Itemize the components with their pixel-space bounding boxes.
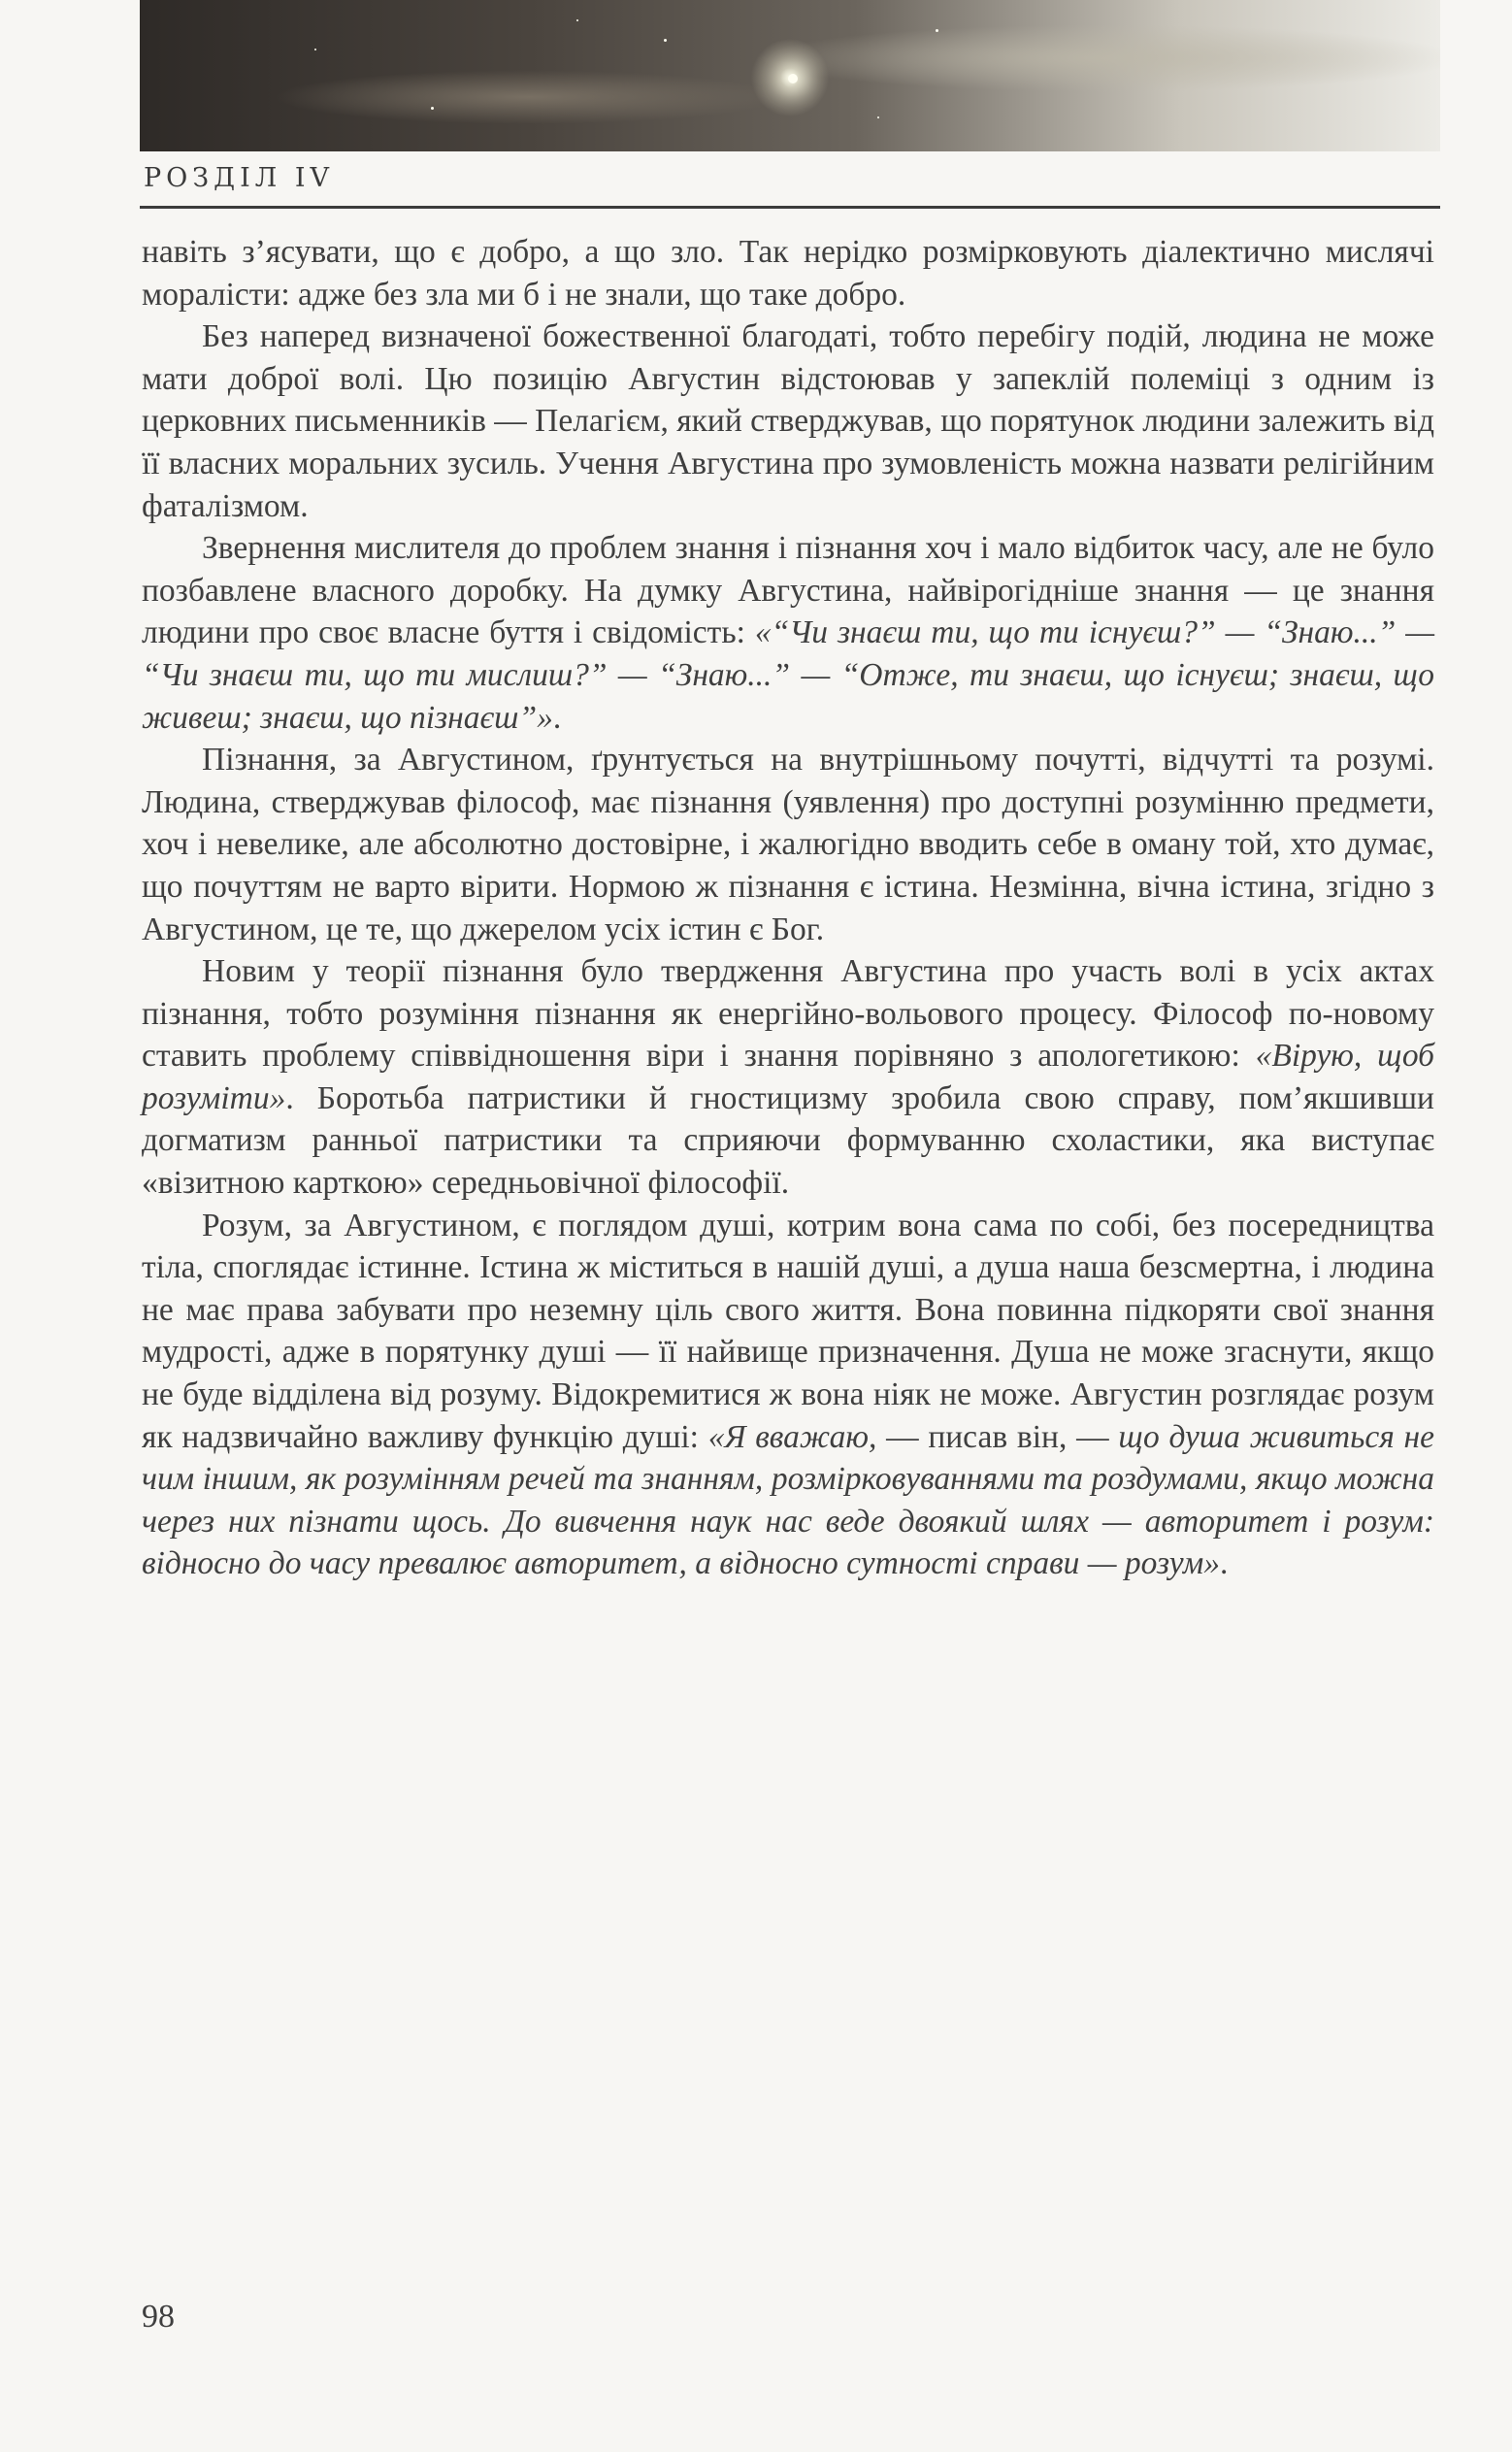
paragraph xyxy=(142,950,1434,1205)
paragraph xyxy=(142,1205,1434,1585)
body-text xyxy=(142,231,1434,1585)
paragraph-text: Звернення мислителя до проблем знання і пізнання хоч і мало відбиток часу, але не було позбавлене власного доробку. На думку Августина, найвірогідніше знання — це знання людини про своє власне буття і свідомість: xyxy=(142,530,1434,651)
page-number: 98 xyxy=(142,2299,175,2335)
section-label: РОЗДІЛ IV xyxy=(144,163,335,193)
paragraph xyxy=(142,231,1434,315)
starfield-header-image xyxy=(140,0,1440,151)
paragraph-text: — писав він, — xyxy=(876,1418,1119,1455)
paragraph-text: . Боротьба патристики й гностицизму зробила свою справу, пом’якшивши догматизм ранньої патристики та сприяючи формуванню схоластики, яка виступає «візитною карткою» середньовічної філософії. xyxy=(142,1079,1434,1202)
paragraph-text: . xyxy=(1219,1545,1229,1582)
paragraph-text: Новим у теорії пізнання було твердження Августина про участь волі в усіх актах пізнання, тобто розуміння пізнання як енергійно-вольового процесу. Філософ по-новому ставить проблему співвідношення віри і знання порівняно з апологетикою: xyxy=(142,953,1434,1075)
paragraph-text: Пізнання, за Августином, ґрунтується на внутрішньому почутті, відчутті та розумі. Людина, стверджував філософ, має пізнання (уявлення) про доступні розумінню предмети, хоч і невелике, але абсолютно достовірне, і жалюгідно вводить себе в оману той, хто думає, що почуттям не варто вірити. Нормою ж пізнання є істина. Незмінна, вічна істина, згідно з Августином, це те, що джерелом усіх істин є Бог. xyxy=(142,742,1434,947)
paragraph xyxy=(142,315,1434,527)
paragraph-text: Розум, за Августином, є поглядом душі, котрим вона сама по собі, без посередництва тіла, споглядає істинне. Істина ж міститься в нашій душі, а душа наша безсмертна, і людина не має права забувати про неземну ціль свого життя. Вона повинна підкоряти свої знання мудрості, адже в порятунку душі — її найвище призначення. Душа не може згаснути, якщо не буде відділена від розуму. Відокремитися ж вона ніяк не може. Августин розглядає розум як надзвичайно важливу функцію душі: xyxy=(142,1207,1434,1455)
paragraph-text: Без наперед визначеної божественної благодаті, тобто перебігу подій, людина не може мати доброї волі. Цю позицію Августин відстоював у запеклій полеміці з одним із церковних письменників — Пелагієм, який стверджував, що порятунок людини залежить від її власних моральних зусиль. Учення Августина про зумовленість можна назвати релігійним фаталізмом. xyxy=(142,318,1434,524)
italic-quote: «“Чи знаєш ти, що ти існуєш?” — “Знаю...” — “Чи знаєш ти, що ти мислиш?” — “Знаю...” — “Отже, ти знаєш, що існуєш; знаєш, що живеш; знаєш, що пізнаєш”» xyxy=(142,614,1435,736)
paragraph xyxy=(142,527,1434,739)
italic-quote: «Я вважаю, xyxy=(707,1418,877,1455)
italic-quote: «Вірую, щоб розуміти» xyxy=(142,1038,1434,1116)
header-rule xyxy=(140,206,1440,209)
italic-quote: що душа живиться не чим іншим, як розумінням речей та знанням, розмірковуваннями та роздумами, якщо можна через них пізнати щось. До вивчення наук нас веде двоякий шлях — авторитет і розум: відносно до часу превалює авторитет, а відносно сутності справи — розум» xyxy=(142,1418,1435,1582)
paragraph-text: навіть з’ясувати, що є добро, а що зло. Так нерідко розмірковують діалектично мислячі моралісти: адже без зла ми б і не знали, що таке добро. xyxy=(142,234,1434,313)
paragraph-text: . xyxy=(552,699,562,736)
paragraph xyxy=(142,739,1434,950)
